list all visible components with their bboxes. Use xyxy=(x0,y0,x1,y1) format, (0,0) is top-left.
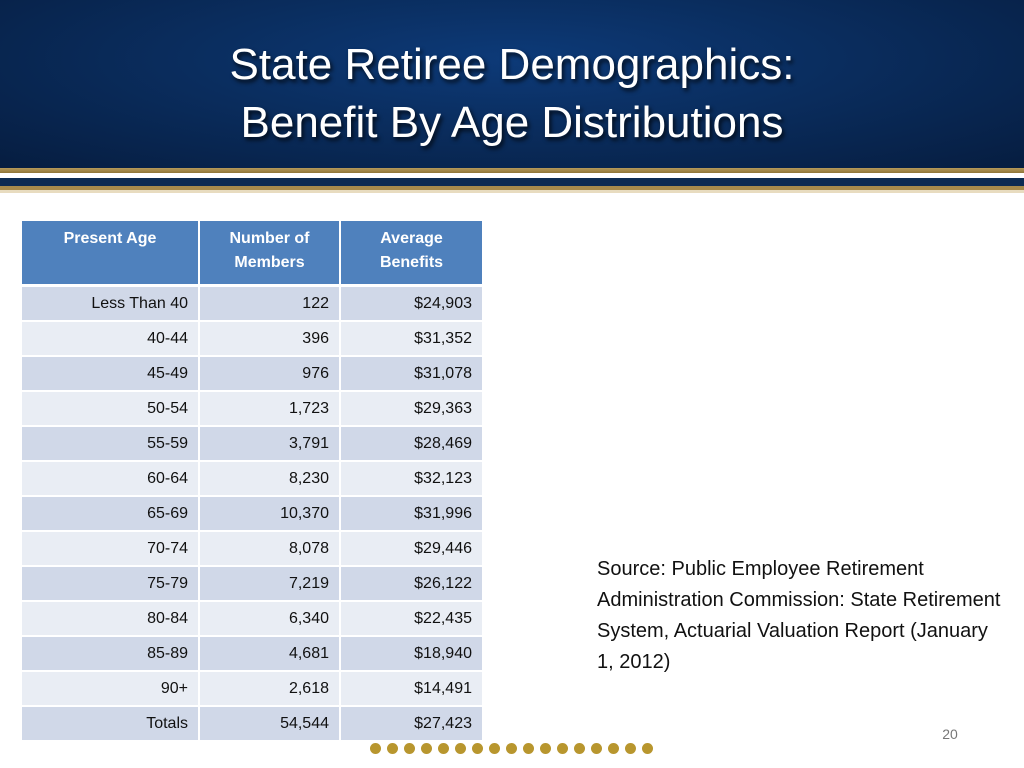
table-row xyxy=(22,706,482,741)
cell-number-of-members: 396 xyxy=(199,321,340,356)
cell-average-benefits: $29,446 xyxy=(340,531,482,566)
cell-average-benefits: $18,940 xyxy=(340,636,482,671)
column-header-number-of-members: Number of Members xyxy=(199,221,340,286)
cell-present-age: 90+ xyxy=(22,671,199,706)
cream-stripe xyxy=(0,190,1024,193)
decorative-dot xyxy=(608,743,619,754)
decorative-dot xyxy=(625,743,636,754)
title-banner xyxy=(0,0,1024,168)
cell-average-benefits: $24,903 xyxy=(340,286,482,322)
table-row xyxy=(22,461,482,496)
cell-present-age: Less Than 40 xyxy=(22,286,199,322)
cell-average-benefits: $14,491 xyxy=(340,671,482,706)
slide-title-line-2: Benefit By Age Distributions xyxy=(240,98,784,147)
decorative-dot xyxy=(438,743,449,754)
decorative-dot xyxy=(523,743,534,754)
decorative-dot xyxy=(370,743,381,754)
decorative-dot xyxy=(506,743,517,754)
benefit-by-age-table xyxy=(22,221,482,742)
navy-stripe xyxy=(0,178,1024,186)
decorative-dot xyxy=(387,743,398,754)
cell-number-of-members: 2,618 xyxy=(199,671,340,706)
table-header-row xyxy=(22,221,482,286)
cell-number-of-members: 7,219 xyxy=(199,566,340,601)
cell-average-benefits: $31,996 xyxy=(340,496,482,531)
table-row xyxy=(22,286,482,322)
page-number: 20 xyxy=(942,726,958,742)
decorative-dot xyxy=(404,743,415,754)
cell-number-of-members: 3,791 xyxy=(199,426,340,461)
cell-average-benefits: $31,078 xyxy=(340,356,482,391)
decorative-stripes xyxy=(0,168,1024,198)
source-citation: Source: Public Employee Retirement Administration Commission: State Retirement System, Actuarial Valuation Report (January 1, 2012) xyxy=(597,558,1001,673)
cell-number-of-members: 1,723 xyxy=(199,391,340,426)
slide-title xyxy=(0,36,1024,152)
table-row xyxy=(22,496,482,531)
table-row xyxy=(22,671,482,706)
cell-number-of-members: 54,544 xyxy=(199,706,340,741)
table-row xyxy=(22,566,482,601)
cell-average-benefits: $31,352 xyxy=(340,321,482,356)
column-header-average-benefits: Average Benefits xyxy=(340,221,482,286)
cell-number-of-members: 122 xyxy=(199,286,340,322)
cell-number-of-members: 10,370 xyxy=(199,496,340,531)
cell-present-age: 50-54 xyxy=(22,391,199,426)
table-row xyxy=(22,391,482,426)
table-row xyxy=(22,601,482,636)
slide-title-line-1: State Retiree Demographics: xyxy=(229,40,795,89)
cell-present-age: 65-69 xyxy=(22,496,199,531)
column-header-present-age: Present Age xyxy=(22,221,199,286)
cell-average-benefits: $32,123 xyxy=(340,461,482,496)
decorative-dot xyxy=(642,743,653,754)
cell-present-age: 80-84 xyxy=(22,601,199,636)
cell-present-age: 60-64 xyxy=(22,461,199,496)
table-row xyxy=(22,321,482,356)
decorative-dot xyxy=(540,743,551,754)
cell-present-age: 75-79 xyxy=(22,566,199,601)
cell-average-benefits: $27,423 xyxy=(340,706,482,741)
table-row xyxy=(22,636,482,671)
cell-present-age: 55-59 xyxy=(22,426,199,461)
decorative-dot xyxy=(455,743,466,754)
cell-present-age: 85-89 xyxy=(22,636,199,671)
table-row xyxy=(22,531,482,566)
cell-number-of-members: 976 xyxy=(199,356,340,391)
decorative-dot xyxy=(591,743,602,754)
cell-average-benefits: $26,122 xyxy=(340,566,482,601)
decorative-dot xyxy=(421,743,432,754)
cell-average-benefits: $29,363 xyxy=(340,391,482,426)
table-row xyxy=(22,426,482,461)
decorative-dot xyxy=(557,743,568,754)
cell-present-age: 70-74 xyxy=(22,531,199,566)
table-body xyxy=(22,286,482,742)
decorative-dot xyxy=(574,743,585,754)
decorative-dot xyxy=(489,743,500,754)
cell-number-of-members: 6,340 xyxy=(199,601,340,636)
cell-number-of-members: 4,681 xyxy=(199,636,340,671)
cell-present-age: 40-44 xyxy=(22,321,199,356)
cell-number-of-members: 8,078 xyxy=(199,531,340,566)
cell-present-age: Totals xyxy=(22,706,199,741)
cell-number-of-members: 8,230 xyxy=(199,461,340,496)
table-row xyxy=(22,356,482,391)
cell-average-benefits: $28,469 xyxy=(340,426,482,461)
cell-present-age: 45-49 xyxy=(22,356,199,391)
decorative-dot xyxy=(472,743,483,754)
cell-average-benefits: $22,435 xyxy=(340,601,482,636)
